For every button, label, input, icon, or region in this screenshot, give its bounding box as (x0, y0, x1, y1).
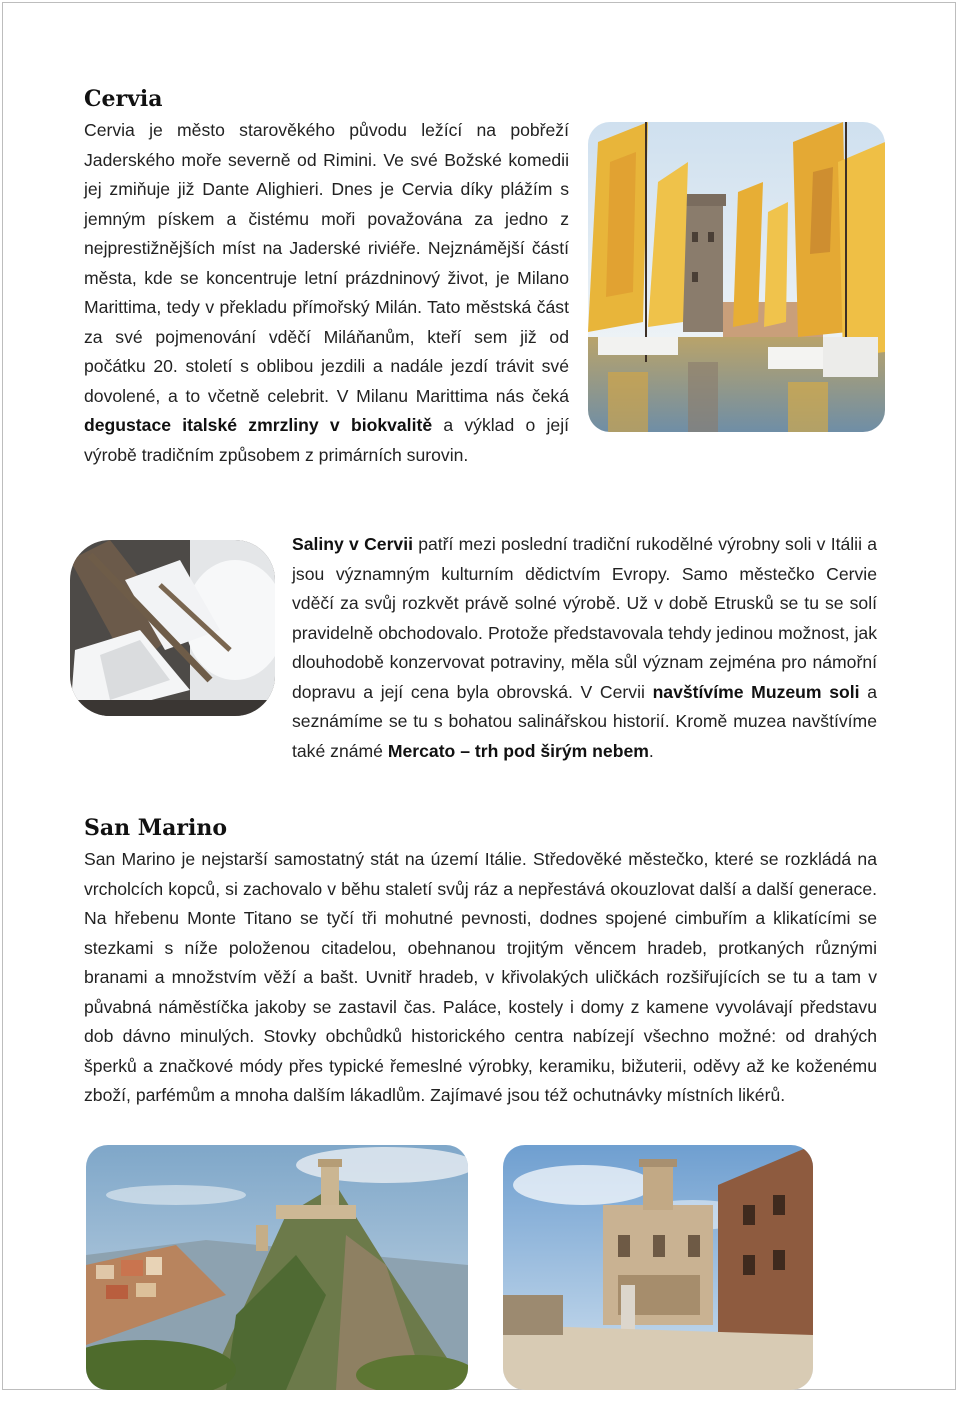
mercato-bold: Mercato – trh pod širým nebem (387, 740, 649, 761)
mercato-end: . (648, 740, 654, 761)
cervia-paragraph (84, 116, 569, 470)
museum-bold: navštívíme Muzeum soli (652, 681, 860, 702)
cervia-text-end: a výklad o její výrobě tradičním způsobem z primárních surovin. (84, 415, 570, 465)
san-marino-heading: San Marino (84, 815, 228, 841)
cervia-heading: Cervia (84, 86, 163, 112)
san-marino-paragraph: San Marino je nejstarší samostatný stát na území Itálie. Středověké městečko, které se rozkládá na vrcholcích kopců, si zachovalo v běhu staletí svůj ráz a nepřestává okouzlovat další a další generace. Na hřebenu Monte Titano se tyčí tři mohutné pevnosti, dodnes spojené cimbuřím a klikatícími se stezkami s níže položenou citadelou, obehnanou trojitým věncem hradeb, protkaných různými branami a množstvím věží a bašt. Uvnitř hradeb, v křivolakých uličkách rozšiřujících se tu a tam v půvabná náměstíčka jakoby se zastavil čas. Paláce, kostely i domy z kamene vyvolávají představu dob dávno minulých. Stovky obchůdků historického centra nabízejí všechno možné: od drahých šperků a značkové módy přes typické řemeslné výrobky, keramiku, bižuterii, oděvy až ke koženému zboží, parfémům a mnoha dalším lákadlům. Zajímavé jsou též ochutnávky místních likérů. (84, 849, 877, 1105)
san-marino-fortress-photo (86, 1145, 468, 1390)
cervia-text: Cervia je město starověkého původu ležící na pobřeží Jaderského moře severně od Rimini. Ve své Božské komedii jej zmiňuje již Dante Alighieri. Dnes je Cervia díky plážím s jemným pískem a čistému moři považována za jedno z nejprestižnějších míst na Jaderské riviéře. Nejznámější částí města, kde se koncentruje letní prázdninový život, je Milano Marittima, tedy v překladu přímořský Milán. Tato městská část za své pojmenování vděčí Miláňanům, kteří sem již od počátku 20. století s oblibou jezdili a nadále jezdí trávit své dovolené, a to včetně celebrit. V Milanu Marittima nás čeká (84, 120, 569, 406)
san-marino-palace-photo (503, 1145, 813, 1390)
saline-paragraph (292, 530, 877, 766)
salt-pans-photo (70, 540, 275, 716)
saline-text: patří mezi poslední tradiční rukodělné výrobny soli v Itálii a jsou významným kulturním dědictvím Evropy. Samo městečko Cervie vděčí za svůj rozkvět právě solné výrobě. Už v době Etrusků se tu se solí pravidelně obchodovalo. Protože představovala tehdy jedinou možnost, jak dlouhodobě konzervovat potraviny, měla sůl význam zejména pro námořní dopravu a její cena byla obrovská. V Cervii (292, 534, 877, 702)
saline-bold: Saliny v Cervii (292, 534, 413, 554)
sailboats-harbor-photo (588, 122, 885, 432)
cervia-bold-gelato: degustace italské zmrzliny v biokvalitě (84, 415, 433, 435)
museum-text: a seznámíme se tu s bohatou salinářskou historií. Kromě muzea navštívíme také známé (292, 681, 877, 761)
